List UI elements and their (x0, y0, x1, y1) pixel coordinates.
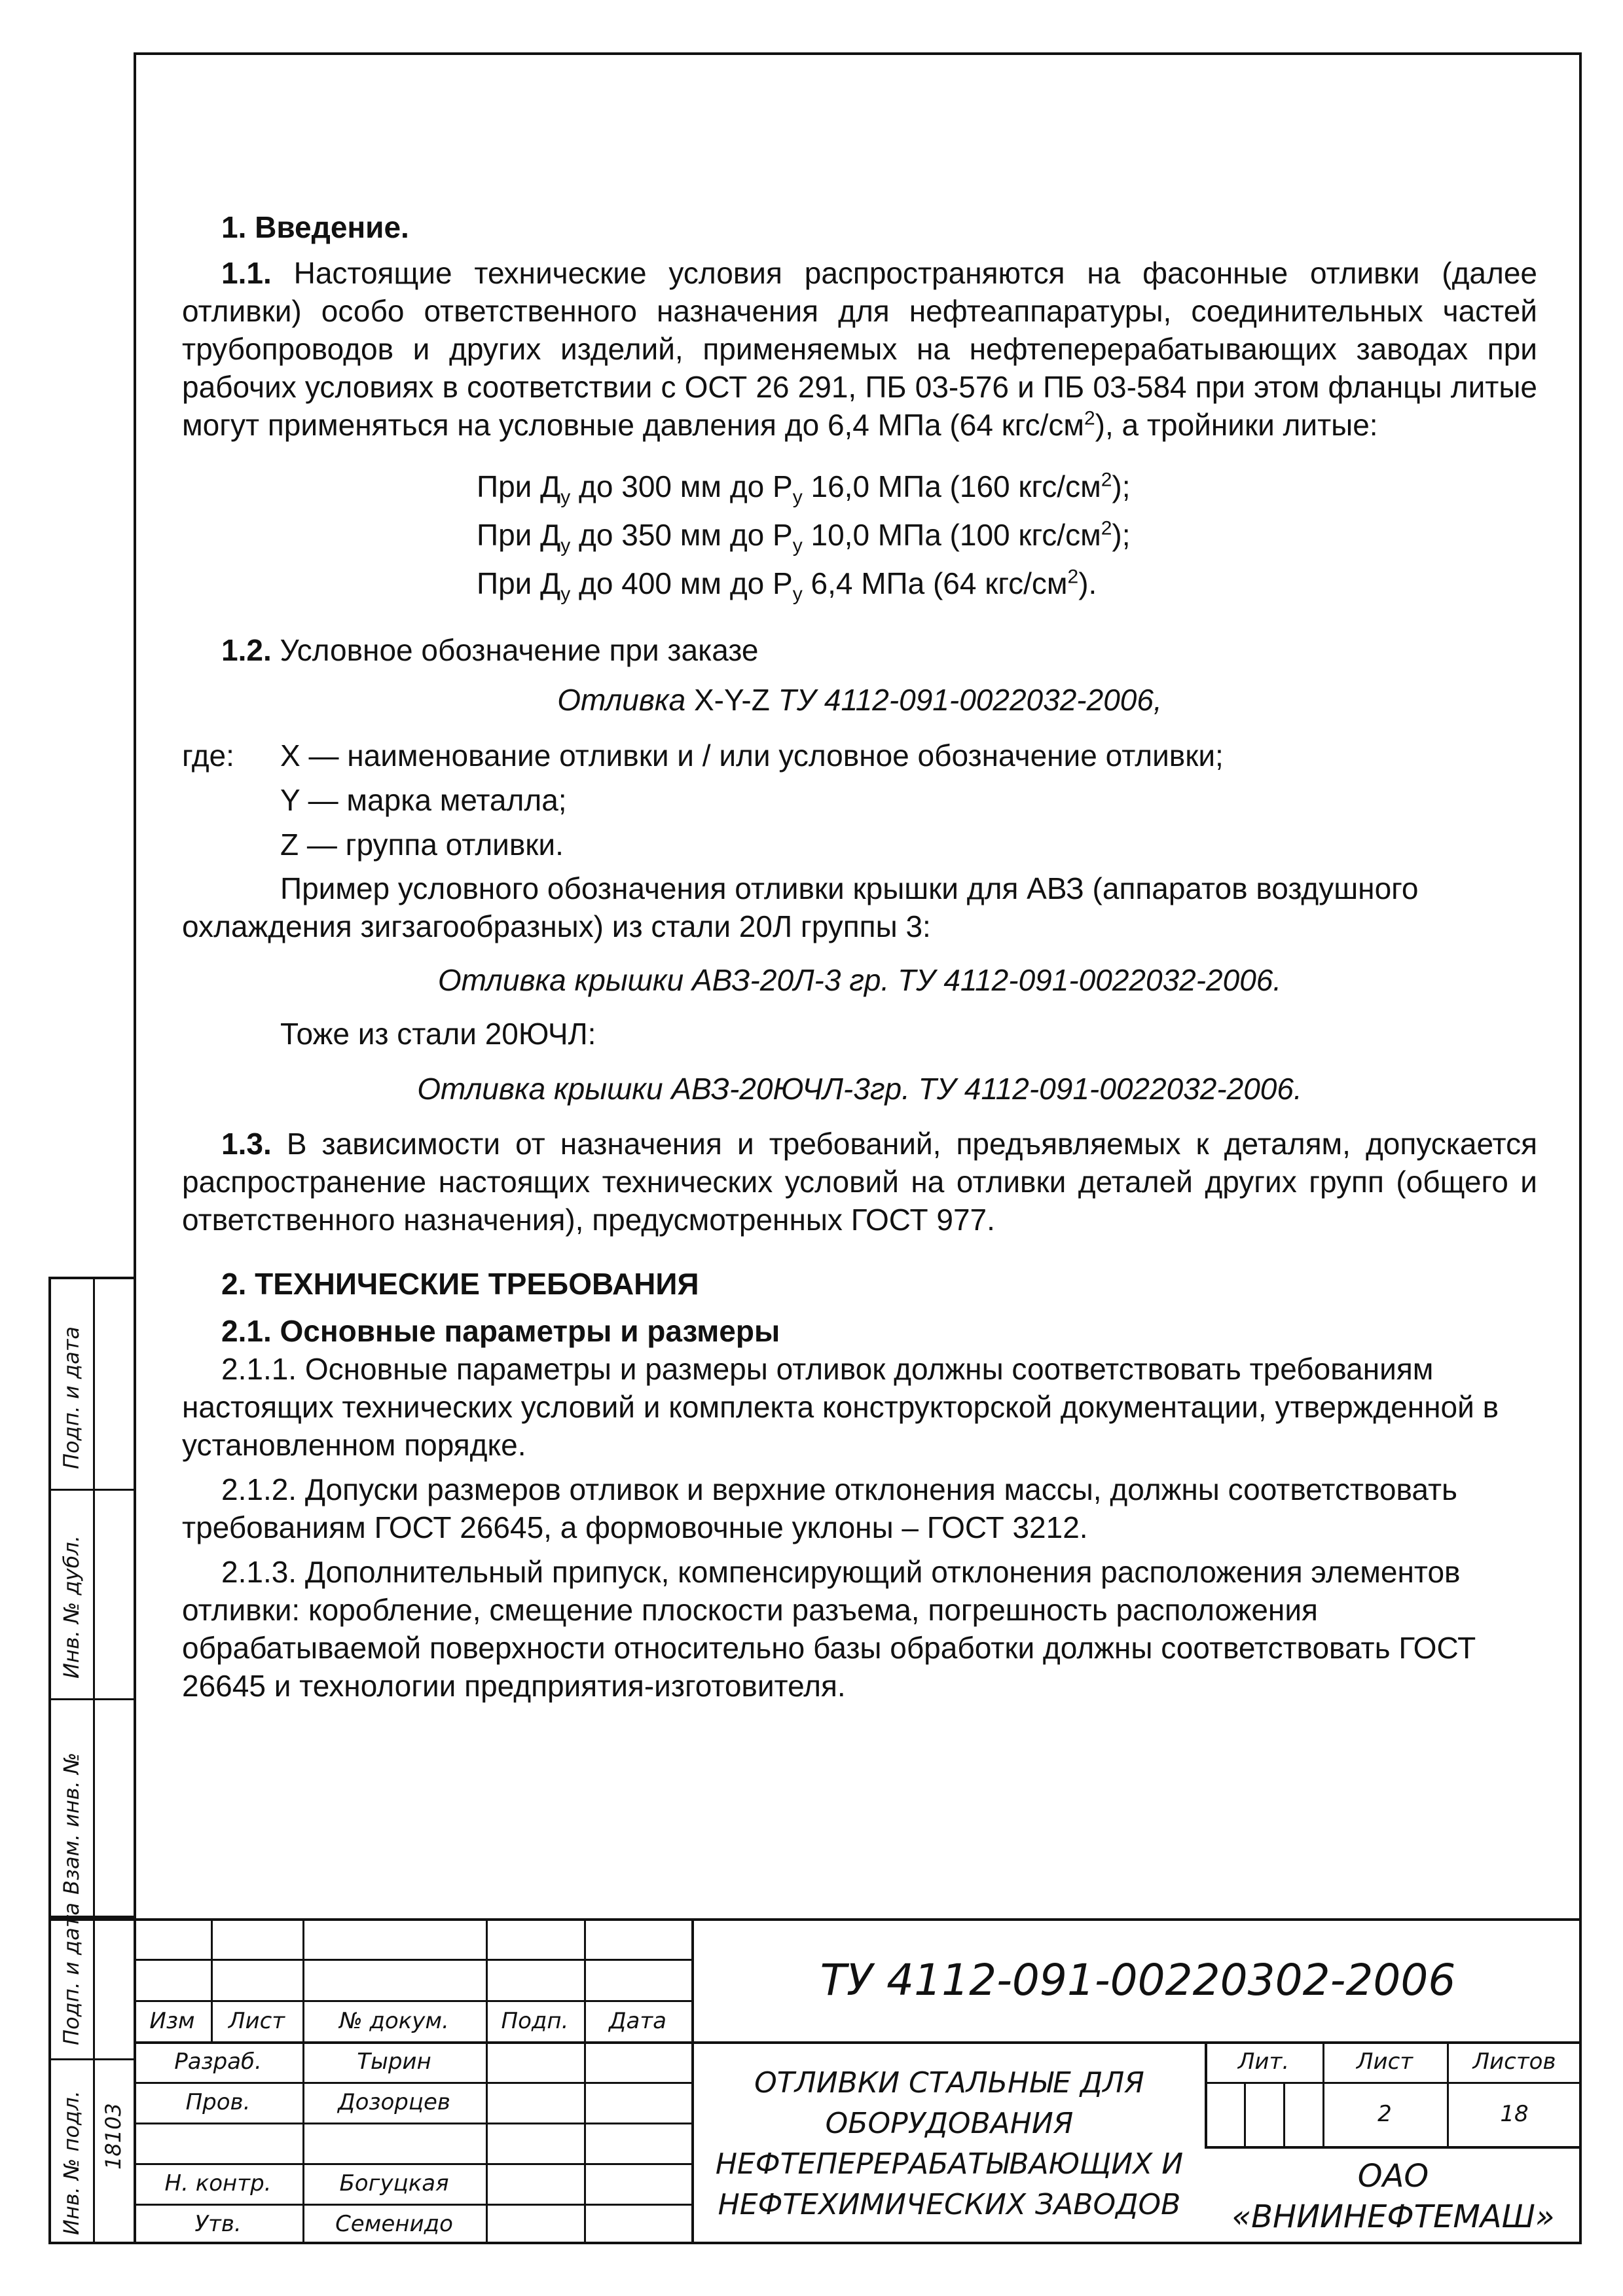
side-strip-lower (48, 1903, 134, 2244)
section-1-heading: 1. Введение. (221, 210, 409, 244)
pressure-line: При $Д_у$ до 350 мм до $Р_у$ 10,0 МПа (100 кгс/$см^2$); (477, 517, 1131, 557)
where-label: где: (182, 738, 234, 773)
role-label: Разраб. (174, 2049, 262, 2075)
where-item: X — наименование отливки и / или условное обозначение отливки; (280, 738, 1224, 773)
document-code: ТУ 4112-091-00220302-2006 (820, 1954, 1456, 2005)
organization-line: ОАО (1357, 2158, 1429, 2195)
paragraph-1-3-text: В зависимости от назначения и требований, предъявляемых к деталям, допускается распространение настоящих технических условий на отливки деталей других групп (общего и ответственного назначения), предусмотренных ГОСТ 977. (182, 1127, 1538, 1237)
sheet-label: Лист (1356, 2049, 1413, 2075)
pressure-line: При $Д_у$ до 300 мм до $Р_у$ 16,0 МПа (160 кгс/$см^2$); (477, 469, 1131, 509)
example-text: Пример условного обозначения отливки крышки для АВЗ (аппаратов воздушного охлаждения зигзагообразных) из стали 20Л группы 3: (182, 871, 1419, 943)
paragraph-1-3-number: 1.3. (221, 1127, 272, 1161)
side-label-dup-inv: Инв. № дубл. (59, 1535, 84, 1679)
header-date: Дата (608, 2007, 667, 2034)
designation: Отливка X-Y-Z ТУ 4112-091-0022032-2006, (557, 683, 1162, 717)
role-name: Богуцкая (339, 2170, 449, 2196)
paragraph-1-1-number: 1.1. (221, 256, 272, 290)
side-inv-number: 18103 (101, 2103, 126, 2170)
example-1: Отливка крышки АВЗ-20Л-3 гр. ТУ 4112-091-0022032-2006. (437, 963, 1282, 997)
role-name: Тырин (357, 2049, 431, 2075)
section-2-1-heading: 2.1. Основные параметры и размеры (221, 1314, 780, 1348)
document-title (694, 2049, 1205, 2239)
role-label: Утв. (194, 2211, 242, 2237)
side-label-orig-inv: Инв. № подл. (59, 2090, 84, 2235)
paragraph-1-1-end: ), а тройники литые: (1095, 408, 1378, 442)
where-item: Y — марка металла; (280, 783, 567, 817)
role-name: Дозорцев (338, 2089, 450, 2115)
paragraph-1-3 (182, 1125, 1537, 1239)
document-title-line: ОБОРУДОВАНИЯ (825, 2107, 1074, 2140)
paragraph-1-2 (221, 631, 1537, 669)
header-sign: Подп. (501, 2007, 569, 2034)
paragraph-1-1-text: Настоящие технические условия распространяются на фасонные отливки (далее отливки) особо ответственного назначения для нефтеаппаратуры, соединительных частей трубопроводов и других изделий, применяемых на нефтеперерабатывающих заводах при рабочих условиях в соответствии с ОСТ 26 291, ПБ 03-576 и ПБ 03-584 при этом фланцы литые могут применяться на условные давления до 6,4 МПа (64 кгс/см (182, 256, 1538, 442)
role-label: Пров. (185, 2089, 251, 2115)
role-name: Семенидо (335, 2211, 453, 2237)
side-strip-upper (48, 1277, 134, 1918)
document-body (182, 208, 1537, 1705)
header-izm: Изм (149, 2007, 195, 2034)
organization-line: «ВНИИНЕФТЕМАШ» (1231, 2198, 1555, 2235)
where-item: Z — группа отливки. (280, 828, 564, 862)
paragraph-1-1 (182, 254, 1537, 444)
paragraph-2-1-2: 2.1.2. Допуски размеров отливок и верхние отклонения массы, должны соответствовать требованиям ГОСТ 26645, а формовочные уклоны – ГОСТ 3212. (182, 1472, 1457, 1544)
role-label: Н. контр. (164, 2170, 272, 2196)
pressure-lines (477, 462, 1537, 608)
document-title-line: НЕФТЕПЕРЕРАБАТЫВАЮЩИХ И (715, 2147, 1184, 2181)
header-list: Лист (228, 2007, 285, 2034)
header-doc: № докум. (339, 2007, 449, 2034)
paragraph-1-1-sup: 2 (1084, 407, 1095, 429)
sheet-value: 2 (1377, 2101, 1392, 2127)
same-text: Тоже из стали 20ЮЧЛ: (280, 1017, 596, 1051)
paragraph-2-1-3: 2.1.3. Дополнительный припуск, компенсирующий отклонения расположения элементов отливки: коробление, смещение плоскости разъема, погрешность расположения обрабатываемой поверхности относительно базы обработки должны соответствовать ГОСТ 26645 и технологии предприятия-изготовителя. (182, 1555, 1476, 1703)
organization (1205, 2149, 1582, 2244)
sheets-value: 18 (1500, 2101, 1529, 2127)
side-label-sign-date-1: Подп. и дата (59, 1326, 84, 1469)
sheets-label: Листов (1472, 2049, 1556, 2075)
document-title-line: ОТЛИВКИ СТАЛЬНЫЕ ДЛЯ (754, 2066, 1144, 2100)
example-2: Отливка крышки АВЗ-20ЮЧЛ-3гр. ТУ 4112-091-0022032-2006. (417, 1072, 1302, 1106)
paragraph-1-2-text: Условное обозначение при заказе (280, 633, 759, 667)
section-2-heading: 2. ТЕХНИЧЕСКИЕ ТРЕБОВАНИЯ (221, 1267, 699, 1301)
pressure-line: При $Д_у$ до 400 мм до $Р_у$ 6,4 МПа (64 кгс/$см^2$). (477, 566, 1097, 606)
side-label-replace-inv: Взам. инв. № (59, 1752, 84, 1895)
paragraph-1-2-number: 1.2. (221, 633, 272, 667)
document-title-line: НЕФТЕХИМИЧЕСКИХ ЗАВОДОВ (718, 2188, 1181, 2221)
paragraph-2-1-1: 2.1.1. Основные параметры и размеры отливок должны соответствовать требованиям настоящих технических условий и комплекта конструкторской документации, утвержденной в установленном порядке. (182, 1352, 1499, 1462)
where-list (182, 733, 1537, 867)
side-label-sign-date-2: Подп. и дата (59, 1903, 84, 2045)
title-block (134, 1918, 1582, 2244)
lit-label: Лит. (1237, 2049, 1290, 2075)
